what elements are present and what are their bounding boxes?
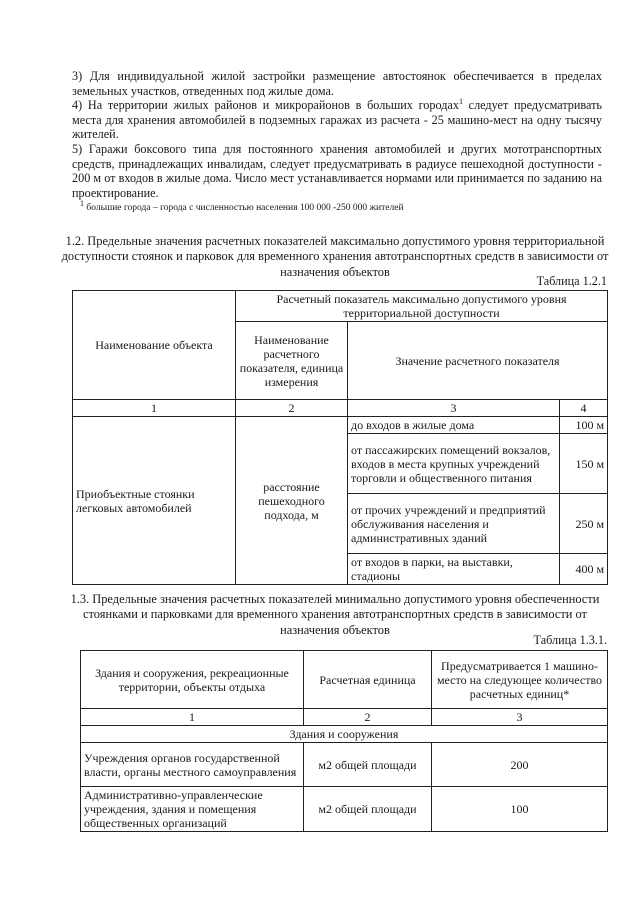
- t131-row-name: Административно-управленческие учреждения, здания и помещения общественных организаций: [81, 787, 304, 832]
- section-1-3-heading: 1.3. Предельные значения расчетных показателей минимально допустимого уровня обеспеченности стоянками и парковками для временного хранения автотранспортных средств в зависимости от назначения объектов: [70, 592, 600, 637]
- t131-col3-header: Предусматривается 1 машино-место на следующее количество расчетных единиц*: [432, 651, 608, 709]
- table-1-2-1: [72, 290, 608, 585]
- t121-col3-header: Значение расчетного показателя: [348, 322, 608, 400]
- footnote: [80, 198, 404, 214]
- footnote-ref: 1: [458, 96, 463, 106]
- paragraph-4: [72, 98, 602, 142]
- paragraph-3: 3) Для индивидуальной жилой застройки размещение автостоянок обеспечивается в пределах земельных участков, отведенных под жилые дома.: [72, 69, 602, 98]
- paragraph-4-text-b: следует предусматривать места для хранения автомобилей в подземных гаражах из расчета - 25 машино-мест на одну тысячу жителей.: [72, 98, 602, 142]
- t121-row-value: 100 м: [560, 417, 608, 434]
- t131-num-2: 2: [304, 709, 432, 726]
- section-1-2-heading: 1.2. Предельные значения расчетных показателей максимально допустимого уровня территориальной доступности стоянок и парковок для временного хранения автотранспортных средств в зависимости от назначения объектов: [61, 234, 609, 279]
- t121-col1-header: Наименование объекта: [73, 291, 236, 400]
- t131-group-row: Здания и сооружения: [81, 726, 608, 743]
- t121-num-2: 2: [236, 400, 348, 417]
- t131-num-1: 1: [81, 709, 304, 726]
- footnote-text: большие города – города с численностью населения 100 000 -250 000 жителей: [84, 203, 404, 213]
- t131-row-value: 200: [432, 743, 608, 787]
- t131-col1-header: Здания и сооружения, рекреационные территории, объекты отдыха: [81, 651, 304, 709]
- t131-row-unit: м2 общей площади: [304, 787, 432, 832]
- t121-num-4: 4: [560, 400, 608, 417]
- t121-row-desc: от пассажирских помещений вокзалов, входов в места крупных учреждений торговли и общественного питания: [348, 434, 560, 494]
- t121-row-desc: до входов в жилые дома: [348, 417, 560, 434]
- footnote-mark: 1: [80, 198, 84, 208]
- table-1-3-1: [80, 650, 608, 832]
- t131-row-value: 100: [432, 787, 608, 832]
- table-1-2-1-caption: Таблица 1.2.1: [536, 274, 607, 288]
- t121-row-desc: от прочих учреждений и предприятий обслуживания населения и административных зданий: [348, 494, 560, 554]
- t121-num-3: 3: [348, 400, 560, 417]
- t121-indicator: расстояние пешеходного подхода, м: [236, 417, 348, 585]
- t121-group-header: Расчетный показатель максимально допустимого уровня территориальной доступности: [236, 291, 608, 322]
- t121-row-value: 400 м: [560, 554, 608, 585]
- t121-num-1: 1: [73, 400, 236, 417]
- paragraph-5: 5) Гаражи боксового типа для постоянного хранения автомобилей и других мототранспортных средств, принадлежащих инвалидам, следует предусматривать в радиусе пешеходной доступности - 200 м от входов в жилые дома. Число мест устанавливается нормами или принимается по заданию на проектирование.: [72, 142, 602, 200]
- t131-col2-header: Расчетная единица: [304, 651, 432, 709]
- t121-row-desc: от входов в парки, на выставки, стадионы: [348, 554, 560, 585]
- t131-row-unit: м2 общей площади: [304, 743, 432, 787]
- t121-col2-header: Наименование расчетного показателя, единица измерения: [236, 322, 348, 400]
- table-1-3-1-caption: Таблица 1.3.1.: [533, 633, 607, 647]
- t131-row-name: Учреждения органов государственной власти, органы местного самоуправления: [81, 743, 304, 787]
- paragraph-4-text-a: 4) На территории жилых районов и микрорайонов в больших городах: [72, 98, 459, 112]
- t131-num-3: 3: [432, 709, 608, 726]
- t121-row-value: 150 м: [560, 434, 608, 494]
- t121-row-value: 250 м: [560, 494, 608, 554]
- t121-object: Приобъектные стоянки легковых автомобилей: [73, 417, 236, 585]
